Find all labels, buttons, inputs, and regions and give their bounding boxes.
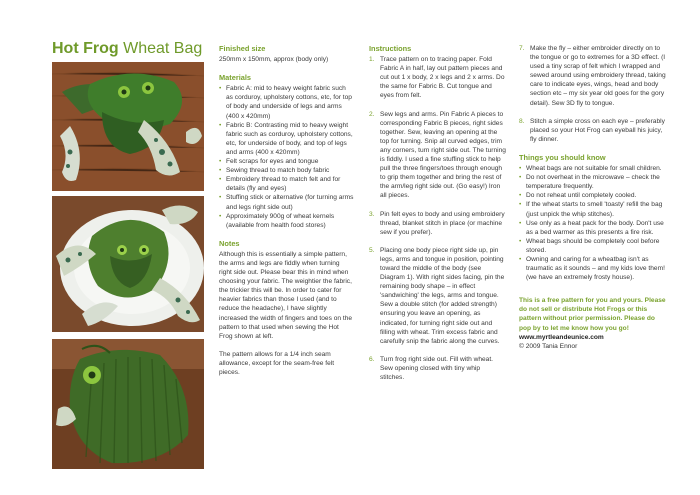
know-item: • Do not overheat in the microwave – check the temperature frequently.: [519, 173, 667, 191]
instructions-list: [369, 55, 506, 382]
free-pattern-notice: This is a free pattern for you and yours. Please do not sell or distribute Hot Frogs or this pattern without prior permission. Please do pop by to let me know how you go!: [519, 297, 666, 332]
step-text: Placing one body piece right side up, pin legs, arms and tongue in position, pointing toward the middle of the body (see Diagram 1). With right sides facing, pin the remaining body shape – in effect 'sandwiching' the legs, arms and tongue. Sew a double stitch (for added strength) ensuring you leave an opening, as indicated, for turning right side out and filling with wheat. Trim excess fabric and carefully snip the fabric along the curves.: [380, 246, 505, 345]
materials-heading: Materials: [219, 73, 252, 83]
step-number: 2.: [369, 110, 375, 118]
step-text: Sew legs and arms. Pin Fabric A pieces to corresponding Fabric B pieces, right sides together. Sew, leaving an opening at the top for turning. Snip all curved edges, trim any corners, turn right side out. The turning is fiddly. I used a fine stuffing stick to help pull the three fingers/toes through enough to grip them together and bring the rest of the arm/leg right side out. (Go easy!) Iron all pieces.: [380, 110, 506, 200]
know-item: • Use only as a heat pack for the body. Don't use as a bed warmer as this presents a fire risk.: [519, 219, 667, 237]
finished-size-heading: Finished size: [219, 44, 266, 53]
step-number: 8.: [519, 117, 525, 125]
things-to-know-list: [519, 164, 667, 282]
step-number: 7.: [519, 45, 525, 52]
materials-item: • Felt scraps for eyes and tongue: [219, 157, 354, 166]
instructions-heading: Instructions: [369, 44, 412, 53]
instruction-step: [519, 117, 667, 144]
page-title: [52, 40, 202, 58]
step-number: 5.: [369, 246, 375, 254]
materials-item: • Embroidery thread to match felt and for details (fly and eyes): [219, 175, 354, 193]
know-item: • Do not reheat until completely cooled.: [519, 191, 667, 200]
know-item: • Wheat bags should be completely cool before stored.: [519, 237, 667, 255]
materials-item: • Approximately 900g of wheat kernels (available from health food stores): [219, 212, 354, 230]
photo-frog-chair: [52, 339, 204, 469]
materials-list: [219, 84, 354, 230]
know-item: • Owning and caring for a wheatbag isn't as traumatic as it sounds – and my kids love them! (we have an extremely frosty house).: [519, 255, 667, 282]
step-text: Trace pattern on to tracing paper. Fold Fabric A in half, lay out pattern pieces and cut out 1 x body, 2 x legs and 2 x arms. Do the same for Fabric B. Cut tongue and eyes from felt.: [380, 56, 505, 100]
step-text: Turn frog right side out. Fill with wheat. Sew opening closed with tiny whip stitches.: [380, 355, 493, 381]
photo-frog-plate: [52, 196, 204, 332]
step-text: Stitch a simple cross on each eye – preferably placed so your Hot Frog can eyeball his juicy, fly dinner.: [530, 117, 665, 143]
column-materials: [219, 44, 354, 377]
column-know: [519, 44, 667, 351]
instruction-step: [369, 55, 506, 100]
frog-table-image: [52, 62, 204, 191]
photo-frog-table: [52, 62, 204, 191]
step-text: Make the fly – either embroider directly on to the tongue or go to extremes for a 3D effect. (I used a tiny scrap of felt which I wrapped and sewed around using embroidery thread, taking care to indicate eyes, wings, head and body section etc – my six year old goes for the gory detail). Sew 3D fly to tongue.: [530, 45, 666, 107]
know-item: • If the wheat starts to smell 'toasty' refill the bag (just unpick the whip stitches).: [519, 200, 667, 218]
step-number: 6.: [369, 355, 375, 363]
title-bold: Hot Frog: [52, 40, 119, 57]
frog-chair-image: [52, 339, 204, 469]
notes-paragraph: The pattern allows for a 1/4 inch seam allowance, except for the seam-free felt pieces.: [219, 350, 335, 376]
copyright: © 2009 Tania Ennor: [519, 342, 578, 350]
instruction-step: [369, 355, 506, 382]
step-number: 3.: [369, 210, 375, 218]
instruction-step: [369, 110, 506, 201]
column-instructions: [369, 44, 506, 391]
instruction-step: [369, 246, 506, 346]
website-link[interactable]: www.myrtleandeunice.com: [519, 333, 604, 341]
instructions-list-continued: [519, 44, 667, 144]
materials-item: • Fabric B: Contrasting mid to heavy weight fabric such as corduroy, upholstery cottons, etc, for underside of body, and top of legs and arms (400 x 420mm): [219, 121, 354, 157]
step-number: 1.: [369, 56, 375, 64]
step-text: Pin felt eyes to body and using embroidery thread, blanket stitch in place (or machine sew if you prefer).: [380, 210, 505, 236]
materials-item: • Stuffing stick or alternative (for turning arms and legs right side out): [219, 193, 354, 211]
notes-paragraph: Although this is essentially a simple pattern, the arms and legs are fiddly when turning right side out. Please bear this in mind when choosing your fabric. The weightier the fabric, the trickier this will be. In order to cater for heavier fabrics than those I used (and to reduce the headache), I have slightly increased the width of fingers and toes on the pattern to that used when sewing the Hot Frog shown at left.: [219, 250, 353, 340]
know-item: • Wheat bags are not suitable for small children.: [519, 164, 667, 173]
materials-item: • Fabric A: mid to heavy weight fabric such as corduroy, upholstery cottons, etc, for top of body and underside of legs and arms (400 x 420mm): [219, 84, 354, 120]
title-light: Wheat Bag: [123, 40, 203, 57]
materials-item: • Sewing thread to match body fabric: [219, 166, 354, 175]
instruction-step: [369, 210, 506, 237]
notes-heading: Notes: [219, 238, 240, 248]
things-to-know-heading: Things you should know: [519, 152, 606, 162]
frog-plate-image: [52, 196, 204, 332]
instruction-step: [519, 44, 667, 108]
finished-size-text: 250mm x 150mm, approx (body only): [219, 56, 329, 64]
